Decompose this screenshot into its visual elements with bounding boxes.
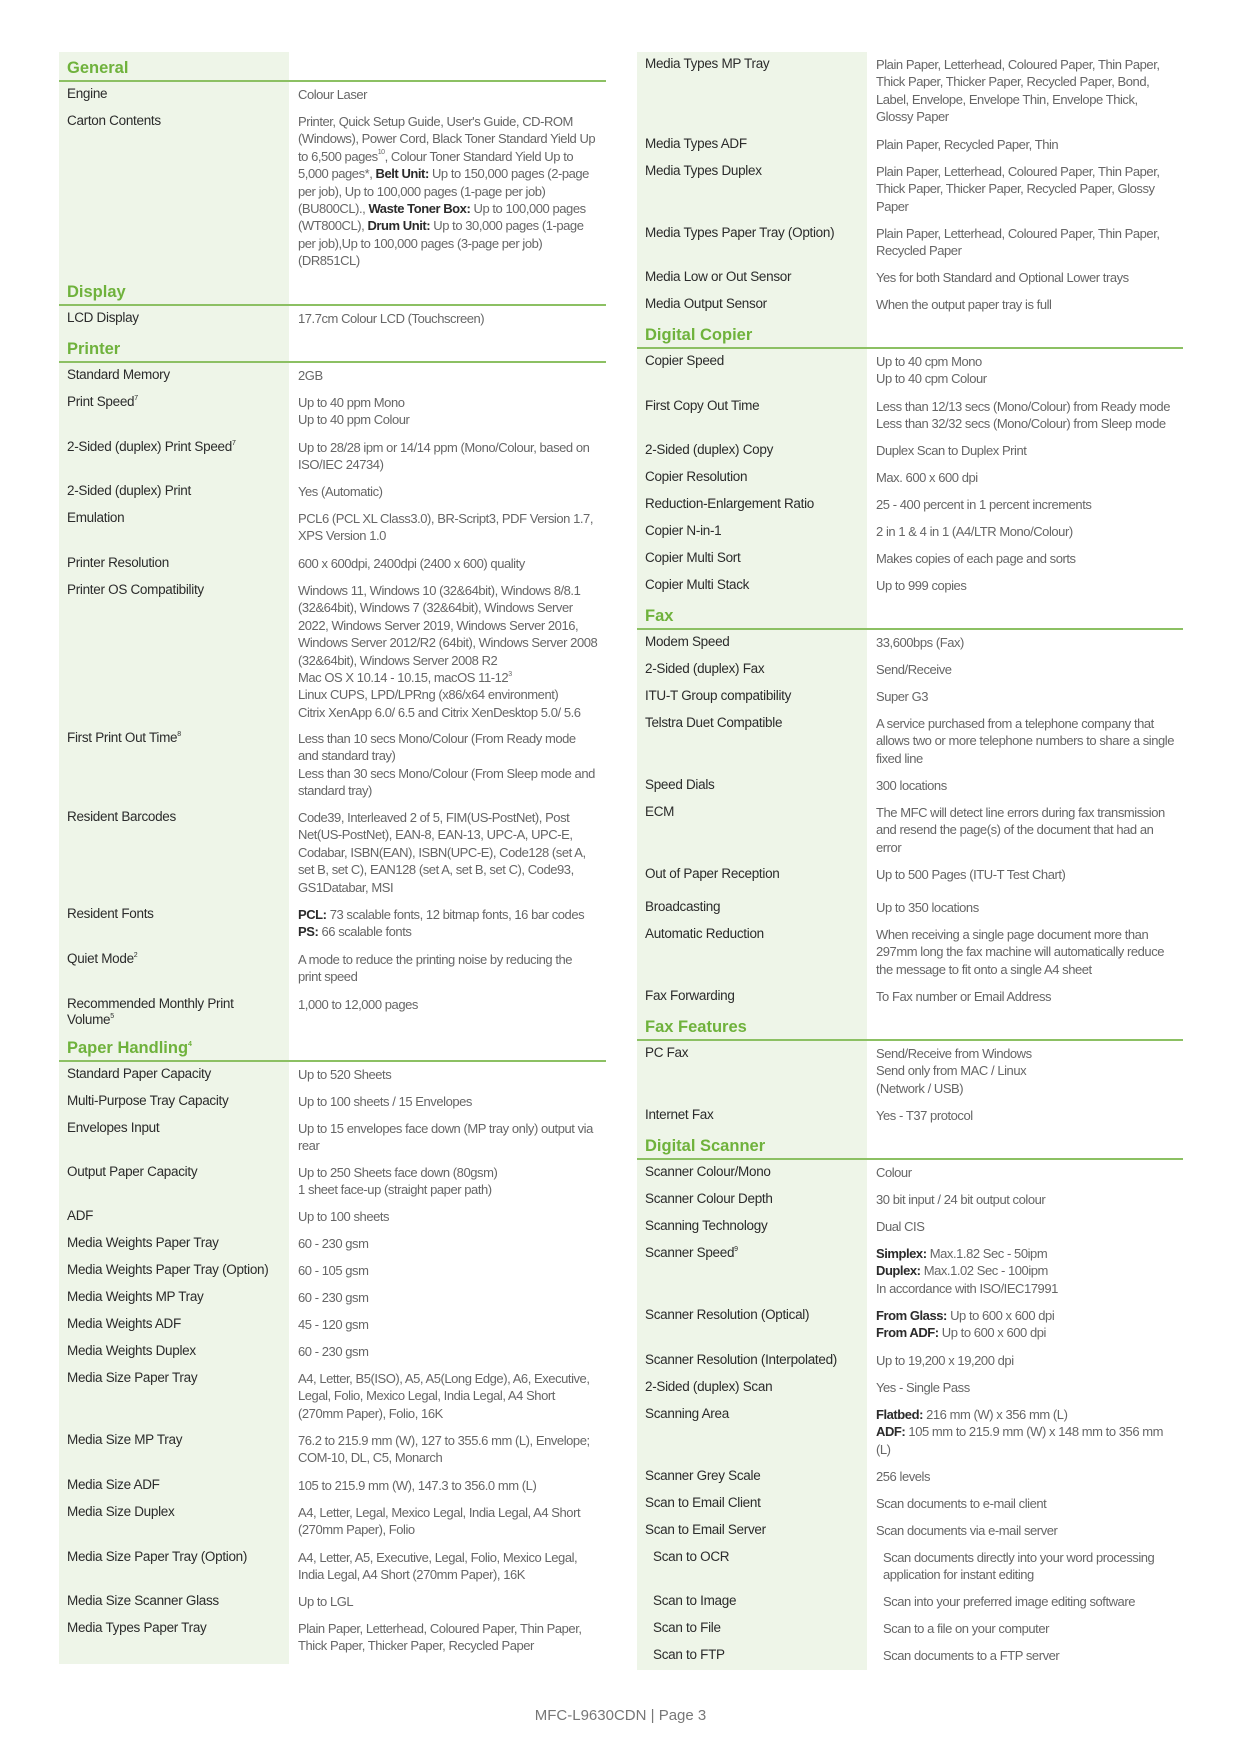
- spec-value: Printer, Quick Setup Guide, User's Guide, CD-ROM (Windows), Power Cord, Black Toner Standard Yield Up to 6,500 pages$^{10}$, Colour Toner Standard Yield Up to 5,000 pages*, Belt Unit: Up to 150,000 pages (2-page per job), Up to 100,000 pages (1-page per job)(BU800CL)., Waste Toner Box: Up to 100,000 pages (WT800CL), Drum Unit: Up to 30,000 pages (1-page per job),Up to 100,000 pages (3-page per job) (DR851CL): [298, 114, 596, 269]
- section-title: General: [59, 52, 289, 80]
- spec-row-media-types-paper-tray: [59, 1616, 606, 1664]
- spec-label: Multi-Purpose Tray Capacity: [59, 1089, 289, 1116]
- spec-column-right: [637, 52, 1183, 1670]
- spec-label: Scanner Resolution (Interpolated): [637, 1348, 867, 1375]
- spec-row-internet-fax: [637, 1103, 1183, 1130]
- spec-row-scanning-technology: [637, 1214, 1183, 1241]
- section-spacer: [289, 52, 606, 80]
- spec-value: Scan documents directly into your word processing application for instant editing: [883, 1550, 1155, 1583]
- spec-value: Plain Paper, Letterhead, Coloured Paper, Thin Paper, Thick Paper, Thicker Paper, Recycled Paper: [298, 1621, 582, 1654]
- spec-value: Less than 12/13 secs (Mono/Colour) from Ready mode Less than 32/32 secs (Mono/Colour) from Sleep mode: [876, 399, 1170, 432]
- spec-row-multi-purpose-tray-capacity: [59, 1089, 606, 1116]
- spec-value: 25 - 400 percent in 1 percent increments: [876, 497, 1092, 512]
- spec-label: Media Size Paper Tray: [59, 1366, 289, 1428]
- spec-table-right: [637, 52, 1183, 1670]
- spec-row-pc-fax: [637, 1041, 1183, 1103]
- spec-label: ITU-T Group compatibility: [637, 684, 867, 711]
- spec-row-media-size-scanner-glass: [59, 1589, 606, 1616]
- spec-row-copier-n-in-1: [637, 519, 1183, 546]
- spec-row-adf: [59, 1204, 606, 1231]
- spec-label: Output Paper Capacity: [59, 1160, 289, 1204]
- spec-value: Code39, Interleaved 2 of 5, FIM(US-PostNet), Post Net(US-PostNet), EAN-8, EAN-13, UPC-A, UPC-E, Codabar, ISBN(EAN), ISBN(UPC-E), Code128 (set A, set B, set C), EAN128 (set A, set B, set C), Code93, GS1Databar, MSI: [298, 810, 586, 895]
- spec-value: Windows 11, Windows 10 (32&64bit), Windows 8/8.1 (32&64bit), Windows 7 (32&64bit), Windows Server 2022, Windows Server 2019, Windows Server 2016, Windows Server 2012/R2 (64bit), Windows Server 2008 (32&64bit), Windows Server 2008 R2 Mac OS X 10.14 - 10.15, macOS $11-12^3$ Linux CUPS, LPD/LPRng (x86/x64 environment) Citrix XenApp 6.0/ 6.5 and Citrix XenDesktop 5.0/ 5.6: [298, 583, 598, 720]
- spec-row-copier-multi-stack: [637, 573, 1183, 600]
- section-heading-general: [59, 52, 606, 82]
- spec-value: 600 x 600dpi, 2400dpi (2400 x 600) quality: [298, 556, 525, 571]
- spec-row-copier-resolution: [637, 465, 1183, 492]
- spec-value: Plain Paper, Letterhead, Coloured Paper, Thin Paper, Thick Paper, Thicker Paper, Recycled Paper, Glossy Paper: [876, 164, 1160, 214]
- spec-value: Yes - T37 protocol: [876, 1108, 973, 1123]
- spec-value: Scan into your preferred image editing software: [883, 1594, 1135, 1609]
- spec-label: First Copy Out Time: [637, 394, 867, 438]
- spec-label: Emulation: [59, 506, 289, 551]
- spec-value: 60 - 230 gsm: [298, 1236, 369, 1251]
- spec-row-ecm: [637, 800, 1183, 862]
- spec-label: Print Speed$^7$: [59, 390, 289, 435]
- spec-value: Scan documents to e-mail client: [876, 1496, 1047, 1511]
- spec-row-scanner-resolution-optical: [637, 1303, 1183, 1348]
- spec-label: Media Size ADF: [59, 1473, 289, 1500]
- spec-value: 2 in 1 & 4 in 1 (A4/LTR Mono/Colour): [876, 524, 1073, 539]
- section-heading-fax: [637, 600, 1183, 630]
- spec-value: The MFC will detect line errors during fax transmission and resend the page(s) of the document that had an error: [876, 805, 1165, 855]
- spec-row-itu-t-group-compatibility: [637, 684, 1183, 711]
- spec-label: Media Size Paper Tray (Option): [59, 1545, 289, 1589]
- spec-row-media-size-mp-tray: [59, 1428, 606, 1473]
- spec-row-reduction-enlargement-ratio: [637, 492, 1183, 519]
- spec-value: 30 bit input / 24 bit output colour: [876, 1192, 1046, 1207]
- spec-row-media-size-adf: [59, 1473, 606, 1500]
- spec-row-recommended-monthly-print-volume5: [59, 992, 606, 1032]
- spec-label: Envelopes Input: [59, 1116, 289, 1160]
- spec-value: Flatbed: 216 mm (W) x 356 mm (L) ADF: 105 mm to 215.9 mm (W) x 148 mm to 356 mm (L): [876, 1407, 1164, 1457]
- spec-row-2-sided-duplex-copy: [637, 438, 1183, 465]
- spec-row-media-size-paper-tray-option: [59, 1545, 606, 1589]
- spec-label: Scan to FTP: [637, 1643, 867, 1670]
- spec-label: Media Weights MP Tray: [59, 1285, 289, 1312]
- spec-row-printer-resolution: [59, 551, 606, 578]
- spec-row-standard-memory: [59, 363, 606, 390]
- spec-label: Automatic Reduction: [637, 922, 867, 984]
- spec-value: Up to 19,200 x 19,200 dpi: [876, 1353, 1014, 1368]
- spec-label: Copier Multi Sort: [637, 546, 867, 573]
- spec-value: Yes for both Standard and Optional Lower trays: [876, 270, 1129, 285]
- spec-value: Less than 10 secs Mono/Colour (From Ready mode and standard tray) Less than 30 secs Mono/Colour (From Sleep mode and standard tray): [298, 731, 595, 799]
- spec-label: Copier Resolution: [637, 465, 867, 492]
- spec-row-fax-forwarding: [637, 984, 1183, 1011]
- spec-row-media-size-paper-tray: [59, 1366, 606, 1428]
- section-heading-digital-copier: [637, 319, 1183, 349]
- spec-label: Media Low or Out Sensor: [637, 265, 867, 292]
- section-spacer: [289, 276, 606, 304]
- spec-row-scan-to-ftp: [637, 1643, 1183, 1670]
- spec-label: 2-Sided (duplex) Print Speed$^7$: [59, 435, 289, 479]
- spec-row-2-sided-duplex-fax: [637, 657, 1183, 684]
- spec-row-media-output-sensor: [637, 292, 1183, 319]
- spec-value: Send/Receive from Windows Send only from MAC / Linux (Network / USB): [876, 1046, 1032, 1096]
- spec-label: Scanner Speed$^9$: [637, 1241, 867, 1303]
- spec-value: Max. 600 x 600 dpi: [876, 470, 978, 485]
- spec-value: Up to 15 envelopes face down (MP tray only) output via rear: [298, 1121, 593, 1154]
- spec-label: Scan to Email Client: [637, 1491, 867, 1518]
- spec-label: ADF: [59, 1204, 289, 1231]
- section-title: Printer: [59, 333, 289, 361]
- spec-row-media-types-mp-tray: [637, 52, 1183, 132]
- spec-value: From Glass: Up to 600 x 600 dpi From ADF: Up to 600 x 600 dpi: [876, 1308, 1055, 1341]
- spec-label: Media Weights Paper Tray (Option): [59, 1258, 289, 1285]
- spec-label: 2-Sided (duplex) Scan: [637, 1375, 867, 1402]
- spec-row-first-copy-out-time: [637, 394, 1183, 438]
- spec-label: Scan to File: [637, 1616, 867, 1643]
- spec-value: Plain Paper, Recycled Paper, Thin: [876, 137, 1059, 152]
- spec-label: Scanner Colour Depth: [637, 1187, 867, 1214]
- spec-row-scanner-resolution-interpolated: [637, 1348, 1183, 1375]
- spec-value: 300 locations: [876, 778, 947, 793]
- spec-row-2-sided-duplex-print-speed7: [59, 435, 606, 479]
- spec-row-scanner-speed9: [637, 1241, 1183, 1303]
- spec-value: Scan documents to a FTP server: [883, 1648, 1060, 1663]
- spec-row-out-of-paper-reception: [637, 862, 1183, 895]
- spec-value: 17.7cm Colour LCD (Touchscreen): [298, 311, 485, 326]
- spec-value: Scan to a file on your computer: [883, 1621, 1049, 1636]
- spec-value: Simplex: Max.1.82 Sec - 50ipm Duplex: Max.1.02 Sec - 100ipm In accordance with ISO/IEC17991: [876, 1246, 1058, 1296]
- spec-value: Up to 520 Sheets: [298, 1067, 392, 1082]
- spec-row-scanner-colour-depth: [637, 1187, 1183, 1214]
- spec-label: Media Weights ADF: [59, 1312, 289, 1339]
- spec-label: Recommended Monthly Print Volume$^5$: [59, 992, 289, 1032]
- spec-row-scan-to-email-client: [637, 1491, 1183, 1518]
- spec-label: Standard Paper Capacity: [59, 1062, 289, 1089]
- section-title: Digital Copier: [637, 319, 867, 347]
- spec-row-media-weights-duplex: [59, 1339, 606, 1366]
- spec-value: 33,600bps (Fax): [876, 635, 964, 650]
- spec-column-left: [59, 52, 606, 1664]
- spec-label: 2-Sided (duplex) Fax: [637, 657, 867, 684]
- spec-row-broadcasting: [637, 895, 1183, 922]
- spec-row-standard-paper-capacity: [59, 1062, 606, 1089]
- spec-label: Telstra Duet Compatible: [637, 711, 867, 773]
- spec-row-2-sided-duplex-scan: [637, 1375, 1183, 1402]
- spec-value: A mode to reduce the printing noise by reducing the print speed: [298, 952, 573, 985]
- spec-row-2-sided-duplex-print: [59, 479, 606, 506]
- spec-row-media-types-adf: [637, 132, 1183, 159]
- spec-value: Up to 250 Sheets face down (80gsm) 1 sheet face-up (straight paper path): [298, 1165, 498, 1198]
- section-spacer: [289, 333, 606, 361]
- spec-label: Reduction-Enlargement Ratio: [637, 492, 867, 519]
- spec-label: Speed Dials: [637, 773, 867, 800]
- spec-row-quiet-mode2: [59, 947, 606, 992]
- spec-value: Yes - Single Pass: [876, 1380, 970, 1395]
- spec-label: ECM: [637, 800, 867, 862]
- spec-value: When the output paper tray is full: [876, 297, 1052, 312]
- spec-row-scan-to-image: [637, 1589, 1183, 1616]
- spec-row-media-size-duplex: [59, 1500, 606, 1545]
- spec-row-media-types-duplex: [637, 159, 1183, 221]
- spec-row-media-weights-paper-tray: [59, 1231, 606, 1258]
- spec-row-scanner-colour-mono: [637, 1160, 1183, 1187]
- spec-value: A4, Letter, Legal, Mexico Legal, India Legal, A4 Short (270mm Paper), Folio: [298, 1505, 581, 1538]
- spec-label: LCD Display: [59, 306, 289, 333]
- spec-row-scan-to-ocr: [637, 1545, 1183, 1589]
- spec-row-envelopes-input: [59, 1116, 606, 1160]
- spec-label: Scanner Resolution (Optical): [637, 1303, 867, 1348]
- spec-table-left: [59, 52, 606, 1664]
- spec-value: Duplex Scan to Duplex Print: [876, 443, 1027, 458]
- spec-label: Media Output Sensor: [637, 292, 867, 319]
- spec-value: A service purchased from a telephone company that allows two or more telephone numbers to share a single fixed line: [876, 716, 1174, 766]
- spec-label: Out of Paper Reception: [637, 862, 867, 895]
- section-title: Display: [59, 276, 289, 304]
- spec-label: Internet Fax: [637, 1103, 867, 1130]
- spec-label: Resident Fonts: [59, 902, 289, 947]
- spec-row-resident-fonts: [59, 902, 606, 947]
- spec-row-emulation: [59, 506, 606, 551]
- spec-row-copier-speed: [637, 349, 1183, 394]
- spec-row-scanning-area: [637, 1402, 1183, 1464]
- spec-row-scan-to-email-server: [637, 1518, 1183, 1545]
- spec-label: Carton Contents: [59, 109, 289, 276]
- spec-value: Scan documents via e-mail server: [876, 1523, 1058, 1538]
- spec-value: A4, Letter, B5(ISO), A5, A5(Long Edge), A6, Executive, Legal, Folio, Mexico Legal, India Legal, A4 Short (270mm Paper), Folio, 16K: [298, 1371, 590, 1421]
- spec-value: 2GB: [298, 368, 323, 383]
- spec-label: Media Weights Duplex: [59, 1339, 289, 1366]
- section-spacer: [289, 1032, 606, 1060]
- spec-label: PC Fax: [637, 1041, 867, 1103]
- spec-label: Media Size MP Tray: [59, 1428, 289, 1473]
- spec-value: Up to 40 ppm Mono Up to 40 ppm Colour: [298, 395, 410, 428]
- spec-value: A4, Letter, A5, Executive, Legal, Folio, Mexico Legal, India Legal, A4 Short (270mm Paper), 16K: [298, 1550, 578, 1583]
- section-heading-display: [59, 276, 606, 306]
- spec-label: 2-Sided (duplex) Print: [59, 479, 289, 506]
- spec-value: Up to 40 cpm Mono Up to 40 cpm Colour: [876, 354, 987, 387]
- spec-label: Printer Resolution: [59, 551, 289, 578]
- section-heading-printer: [59, 333, 606, 363]
- spec-row-modem-speed: [637, 630, 1183, 657]
- section-title: Fax Features: [637, 1011, 867, 1039]
- spec-row-telstra-duet-compatible: [637, 711, 1183, 773]
- spec-label: Fax Forwarding: [637, 984, 867, 1011]
- spec-value: Plain Paper, Letterhead, Coloured Paper, Thin Paper, Thick Paper, Thicker Paper, Recycled Paper, Bond, Label, Envelope, Envelope Thin, Envelope Thick, Glossy Paper: [876, 57, 1160, 125]
- spec-row-engine: [59, 82, 606, 109]
- section-heading-fax-features: [637, 1011, 1183, 1041]
- spec-value: To Fax number or Email Address: [876, 989, 1052, 1004]
- spec-label: Standard Memory: [59, 363, 289, 390]
- spec-value: Up to 100 sheets / 15 Envelopes: [298, 1094, 472, 1109]
- spec-value: Up to LGL: [298, 1594, 354, 1609]
- spec-row-media-types-paper-tray-option: [637, 221, 1183, 265]
- spec-value: Plain Paper, Letterhead, Coloured Paper, Thin Paper, Recycled Paper: [876, 226, 1160, 259]
- spec-label: Scanning Area: [637, 1402, 867, 1464]
- spec-label: Media Size Duplex: [59, 1500, 289, 1545]
- spec-label: Copier Multi Stack: [637, 573, 867, 600]
- spec-label: Broadcasting: [637, 895, 867, 922]
- spec-row-output-paper-capacity: [59, 1160, 606, 1204]
- spec-label: Copier Speed: [637, 349, 867, 394]
- section-title: Paper Handling$^4$: [59, 1032, 289, 1060]
- spec-label: Quiet Mode$^2$: [59, 947, 289, 992]
- spec-label: Resident Barcodes: [59, 805, 289, 902]
- spec-row-media-weights-mp-tray: [59, 1285, 606, 1312]
- spec-label: Engine: [59, 82, 289, 109]
- spec-row-media-weights-paper-tray-option: [59, 1258, 606, 1285]
- spec-value: 60 - 105 gsm: [298, 1263, 369, 1278]
- spec-row-media-weights-adf: [59, 1312, 606, 1339]
- spec-label: Scan to Email Server: [637, 1518, 867, 1545]
- spec-label: Media Types ADF: [637, 132, 867, 159]
- spec-label: First Print Out Time$^8$: [59, 726, 289, 805]
- spec-value: Makes copies of each page and sorts: [876, 551, 1076, 566]
- spec-label: Printer OS Compatibility: [59, 578, 289, 726]
- page-footer: MFC-L9630CDN | Page 3: [534, 1707, 707, 1724]
- spec-row-print-speed7: [59, 390, 606, 435]
- spec-value: 76.2 to 215.9 mm (W), 127 to 355.6 mm (L), Envelope; COM-10, DL, C5, Monarch: [298, 1433, 590, 1466]
- spec-label: Media Types Paper Tray: [59, 1616, 289, 1664]
- spec-value: 45 - 120 gsm: [298, 1317, 369, 1332]
- spec-label: Media Types Paper Tray (Option): [637, 221, 867, 265]
- spec-value: Colour Laser: [298, 87, 368, 102]
- spec-label: Media Types Duplex: [637, 159, 867, 221]
- spec-row-media-low-or-out-sensor: [637, 265, 1183, 292]
- spec-label: Scanning Technology: [637, 1214, 867, 1241]
- spec-label: Media Weights Paper Tray: [59, 1231, 289, 1258]
- spec-label: 2-Sided (duplex) Copy: [637, 438, 867, 465]
- spec-row-carton-contents: [59, 109, 606, 276]
- spec-label: Modem Speed: [637, 630, 867, 657]
- section-title: Fax: [637, 600, 867, 628]
- spec-value: PCL: 73 scalable fonts, 12 bitmap fonts, 16 bar codes PS: 66 scalable fonts: [298, 907, 585, 940]
- section-heading-paper-handling4: [59, 1032, 606, 1062]
- spec-value: Dual CIS: [876, 1219, 925, 1234]
- spec-value: PCL6 (PCL XL Class3.0), BR-Script3, PDF Version 1.7, XPS Version 1.0: [298, 511, 593, 544]
- spec-value: 256 levels: [876, 1469, 931, 1484]
- spec-value: Up to 999 copies: [876, 578, 967, 593]
- spec-row-speed-dials: [637, 773, 1183, 800]
- spec-value: Colour: [876, 1165, 912, 1180]
- spec-label: Media Types MP Tray: [637, 52, 867, 132]
- spec-value: Yes (Automatic): [298, 484, 383, 499]
- spec-value: 60 - 230 gsm: [298, 1344, 369, 1359]
- spec-value: 105 to 215.9 mm (W), 147.3 to 356.0 mm (L): [298, 1478, 537, 1493]
- section-spacer: [867, 319, 1183, 347]
- spec-row-scanner-grey-scale: [637, 1464, 1183, 1491]
- spec-value: Up to 28/28 ipm or 14/14 ppm (Mono/Colour, based on ISO/IEC 24734): [298, 440, 590, 473]
- spec-label: Scanner Colour/Mono: [637, 1160, 867, 1187]
- spec-label: Scan to Image: [637, 1589, 867, 1616]
- section-title: Digital Scanner: [637, 1130, 867, 1158]
- spec-row-resident-barcodes: [59, 805, 606, 902]
- spec-row-scan-to-file: [637, 1616, 1183, 1643]
- spec-value: Up to 100 sheets: [298, 1209, 390, 1224]
- spec-label: Scanner Grey Scale: [637, 1464, 867, 1491]
- section-heading-digital-scanner: [637, 1130, 1183, 1160]
- spec-row-first-print-out-time8: [59, 726, 606, 805]
- spec-label: Copier N-in-1: [637, 519, 867, 546]
- spec-value: 60 - 230 gsm: [298, 1290, 369, 1305]
- spec-value: 1,000 to 12,000 pages: [298, 997, 418, 1012]
- spec-value: Super G3: [876, 689, 929, 704]
- section-spacer: [867, 1011, 1183, 1039]
- spec-row-printer-os-compatibility: [59, 578, 606, 726]
- section-spacer: [867, 600, 1183, 628]
- spec-value: Up to 350 locations: [876, 900, 979, 915]
- spec-value: Up to 500 Pages (ITU-T Test Chart): [876, 867, 1066, 882]
- spec-label: Media Size Scanner Glass: [59, 1589, 289, 1616]
- spec-value: Send/Receive: [876, 662, 952, 677]
- spec-row-lcd-display: [59, 306, 606, 333]
- spec-label: Scan to OCR: [637, 1545, 867, 1589]
- spec-value: When receiving a single page document more than 297mm long the fax machine will automatically reduce the message to fit onto a single A4 sheet: [876, 927, 1165, 977]
- spec-row-copier-multi-sort: [637, 546, 1183, 573]
- spec-row-automatic-reduction: [637, 922, 1183, 984]
- section-spacer: [867, 1130, 1183, 1158]
